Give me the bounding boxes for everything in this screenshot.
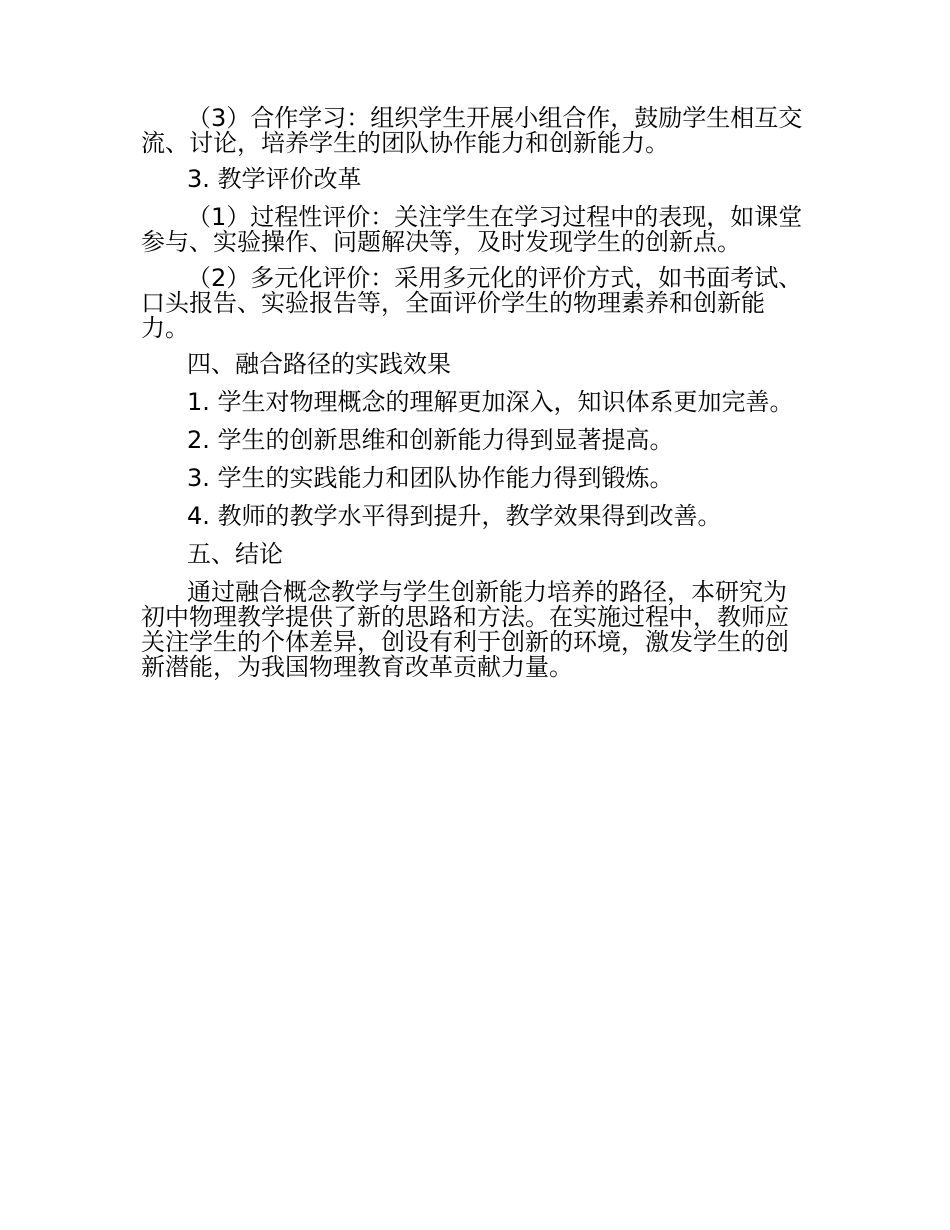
list-item-effect-3: 3. 学生的实践能力和团队协作能力得到锻炼。: [187, 464, 674, 492]
list-item-effect-4: 4. 教师的教学水平得到提升，教学效果得到改善。: [187, 502, 722, 530]
document-body: [141, 106, 809, 680]
paragraph-cooperative-learning: （3）合作学习：组织学生开展小组合作，鼓励学生相互交流、讨论，培养学生的团队协作能力和创新能力。: [141, 104, 803, 157]
list-item-effect-1: 1. 学生对物理概念的理解更加深入，知识体系更加完善。: [187, 388, 794, 416]
paragraph-process-evaluation: （1）过程性评价：关注学生在学习过程中的表现，如课堂参与、实验操作、问题解决等，及时发现学生的创新点。: [141, 203, 803, 256]
heading-teaching-evaluation-reform: 3. 教学评价改革: [187, 165, 362, 193]
list-item-effect-2: 2. 学生的创新思维和创新能力得到显著提高。: [187, 426, 674, 454]
paragraph-diversified-evaluation: （2）多元化评价：采用多元化的评价方式，如书面考试、口头报告、实验报告等，全面评价学生的物理素养和创新能力。: [141, 264, 803, 342]
heading-conclusion: 五、结论: [187, 540, 283, 568]
heading-practice-effects: 四、融合路径的实践效果: [187, 350, 451, 378]
paragraph-conclusion: 通过融合概念教学与学生创新能力培养的路径，本研究为初中物理教学提供了新的思路和方法。在实施过程中，教师应关注学生的个体差异，创设有利于创新的环境，激发学生的创新潜能，为我国物理教育改革贡献力量。: [141, 578, 789, 681]
